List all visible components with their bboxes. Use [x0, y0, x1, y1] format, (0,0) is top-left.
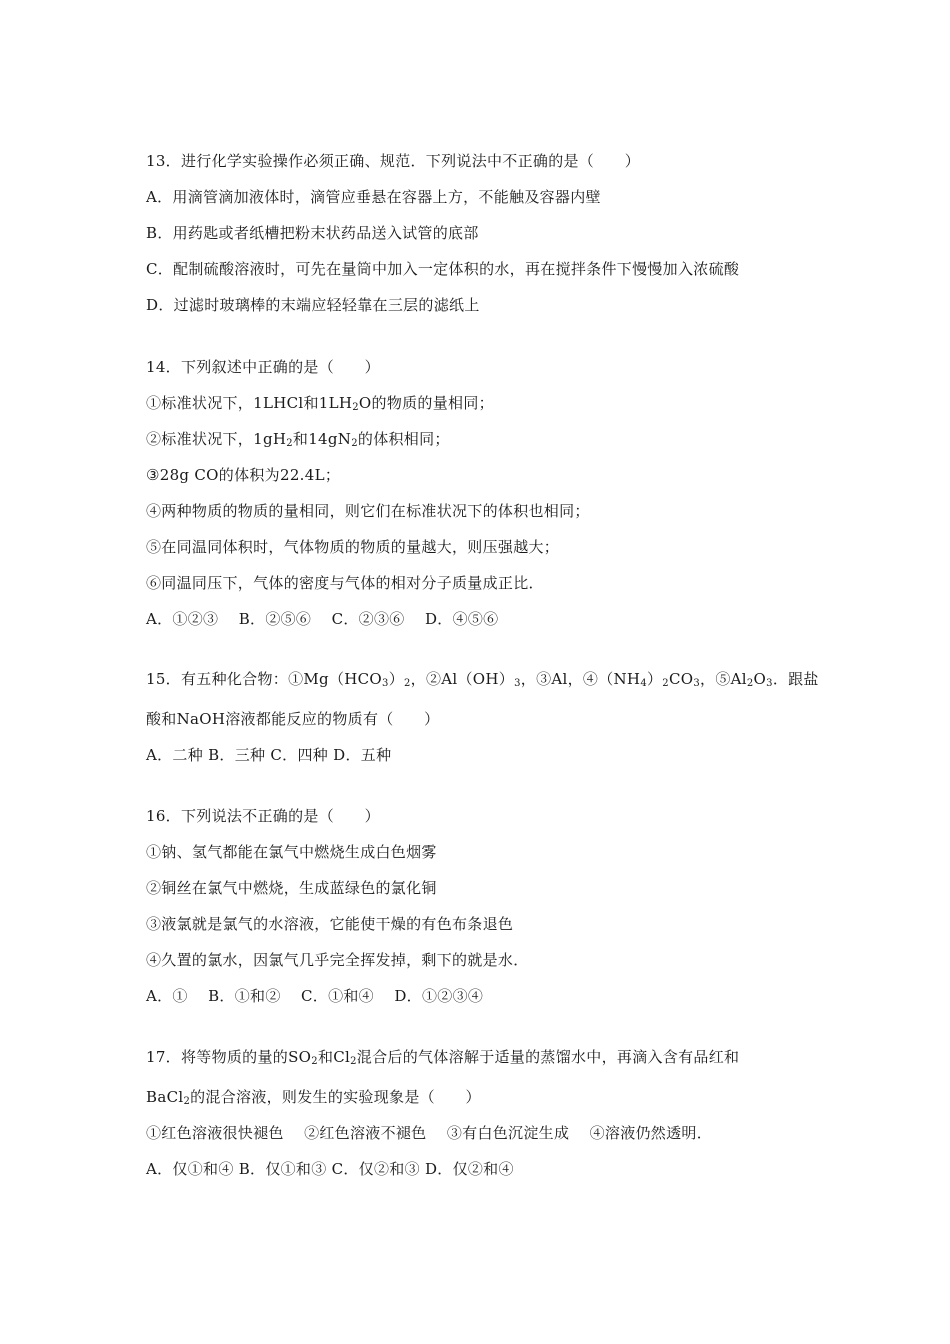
q17-stem-line-2: BaCl$_2$的混合溶液，则发生的实验现象是（ ） [146, 1088, 481, 1107]
q14-stem: 14．下列叙述中正确的是（ ） [146, 358, 380, 376]
q13-option-b: B．用药匙或者纸槽把粉末状药品送入试管的底部 [146, 224, 479, 242]
q14-statement-3: ③28g CO的体积为22.4L； [146, 466, 341, 484]
q14-options: A．①②③ B．②⑤⑥ C．②③⑥ D．④⑤⑥ [146, 610, 499, 628]
q15-stem-line-1: 15．有五种化合物：$①Mg(HCO_3)_2$，$②Al(OH)_3$，③Al，$④(NH_4)_2CO_3$，$⑤Al_2O_3$．跟盐 [146, 670, 819, 689]
q14-statement-1: ①标准状况下，1LHCl和$1LH_2O$的物质的量相同； [146, 394, 494, 413]
q14-statement-6: ⑥同温同压下，气体的密度与气体的相对分子质量成正比． [146, 574, 544, 592]
q13-stem: 13．进行化学实验操作必须正确、规范．下列说法中不正确的是（ ） [146, 152, 640, 170]
q16-statement-1: ①钠、氢气都能在氯气中燃烧生成白色烟雾 [146, 843, 437, 861]
q17-options: A．仅①和④ B．仅①和③ C．仅②和③ D．仅②和④ [146, 1160, 514, 1178]
q15-options: A．二种 B．三种 C．四种 D．五种 [146, 746, 392, 764]
q17-phenomena: ①红色溶液很快褪色 ②红色溶液不褪色 ③有白色沉淀生成 ④溶液仍然透明． [146, 1124, 713, 1142]
q14-statement-2: ②标准状况下，$1gH_2$和$14gN_2$的体积相同； [146, 430, 450, 449]
q14-statement-5: ⑤在同温同体积时，气体物质的物质的量越大，则压强越大； [146, 538, 560, 556]
q16-stem: 16．下列说法不正确的是（ ） [146, 807, 380, 825]
q16-options: A．① B．①和② C．①和④ D．①②③④ [146, 987, 484, 1005]
q13-option-d: D．过滤时玻璃棒的末端应轻轻靠在三层的滤纸上 [146, 296, 480, 314]
q13-option-c: C．配制硫酸溶液时，可先在量筒中加入一定体积的水，再在搅拌条件下慢慢加入浓硫酸 [146, 260, 740, 278]
q16-statement-2: ②铜丝在氯气中燃烧，生成蓝绿色的氯化铜 [146, 879, 437, 897]
q17-stem-line-1: 17．将等物质的量的$SO_2$和$Cl_2$混合后的气体溶解于适量的蒸馏水中，再滴入含有品红和 [146, 1048, 740, 1067]
q14-statement-4: ④两种物质的物质的量相同，则它们在标准状况下的体积也相同； [146, 502, 590, 520]
q16-statement-3: ③液氯就是氯气的水溶液，它能使干燥的有色布条退色 [146, 915, 514, 933]
q13-option-a: A．用滴管滴加液体时，滴管应垂悬在容器上方，不能触及容器内壁 [146, 188, 601, 206]
q16-statement-4: ④久置的氯水，因氯气几乎完全挥发掉，剩下的就是水． [146, 951, 529, 969]
q15-stem-line-2: 酸和NaOH溶液都能反应的物质有（ ） [146, 710, 440, 728]
